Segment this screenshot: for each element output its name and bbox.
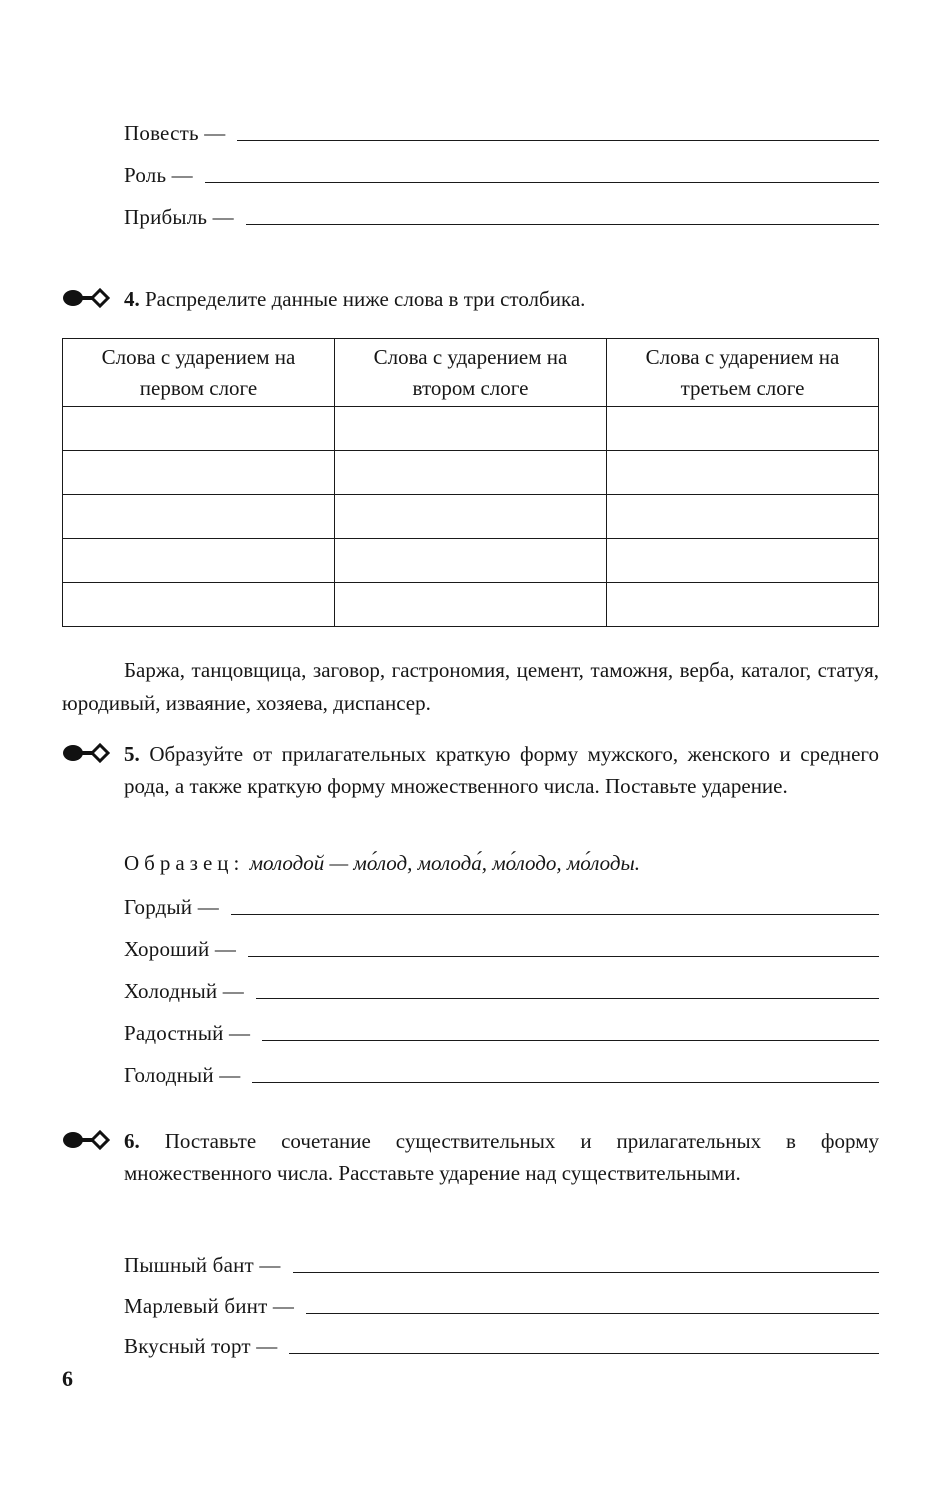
table-cell[interactable] xyxy=(607,583,879,627)
answer-line[interactable] xyxy=(237,140,879,141)
page-number: 6 xyxy=(62,1366,73,1391)
answer-line[interactable] xyxy=(246,224,879,225)
exercise-marker-icon xyxy=(62,287,110,309)
table-cell[interactable] xyxy=(63,583,335,627)
table-cell[interactable] xyxy=(335,451,607,495)
exercise-number: 6. xyxy=(124,1129,140,1153)
table-cell[interactable] xyxy=(63,495,335,539)
answer-row xyxy=(124,890,879,920)
table-cell[interactable] xyxy=(335,407,607,451)
answer-row-rol xyxy=(124,158,879,188)
phrase-label: Пышный бант — xyxy=(124,1253,281,1277)
answer-line[interactable] xyxy=(248,956,879,957)
table-cell[interactable] xyxy=(335,583,607,627)
phrase-label: Вкусный торт — xyxy=(124,1334,278,1358)
table-row xyxy=(63,495,879,539)
word-label: Гордый — xyxy=(124,895,219,919)
answer-line[interactable] xyxy=(306,1313,879,1314)
phrase-label: Марлевый бинт — xyxy=(124,1294,295,1318)
word-label: Роль — xyxy=(124,163,193,187)
answer-row xyxy=(124,974,879,1004)
sample-line xyxy=(124,848,640,878)
exercise-5-heading xyxy=(124,738,879,802)
answer-row-pribyl xyxy=(124,200,879,230)
table-row xyxy=(63,539,879,583)
exercise-number: 4. xyxy=(124,287,140,311)
answer-line[interactable] xyxy=(289,1353,879,1354)
exercise-text: Образуйте от прилагательных краткую форму мужского, женского и среднего рода, а также краткую форму множественного числа. Поставьте ударение. xyxy=(124,742,880,798)
answer-row xyxy=(124,1016,879,1046)
exercise-6-heading xyxy=(124,1125,879,1189)
column-header-second: Слова с ударением на втором слоге xyxy=(335,339,607,407)
table-row xyxy=(63,407,879,451)
column-header-first: Слова с ударением на первом слоге xyxy=(63,339,335,407)
table-row xyxy=(63,583,879,627)
exercise-marker-icon xyxy=(62,1129,110,1151)
table-cell[interactable] xyxy=(63,539,335,583)
answer-line[interactable] xyxy=(231,914,879,915)
answer-row xyxy=(124,932,879,962)
table-cell[interactable] xyxy=(335,539,607,583)
exercise-text: Распределите данные ниже слова в три столбика. xyxy=(145,287,586,311)
answer-line[interactable] xyxy=(293,1272,879,1273)
sample-text: молодой — мо́лод, молода́, мо́лодо, мо́лоды. xyxy=(249,851,640,875)
answer-line[interactable] xyxy=(205,182,879,183)
table-cell[interactable] xyxy=(63,407,335,451)
column-header-third: Слова с ударением на третьем слоге xyxy=(607,339,879,407)
answer-row xyxy=(124,1329,879,1359)
exercise-number: 5. xyxy=(124,742,140,766)
table-cell[interactable] xyxy=(607,495,879,539)
table-cell[interactable] xyxy=(607,451,879,495)
answer-row xyxy=(124,1058,879,1088)
word-label: Прибыль — xyxy=(124,205,234,229)
answer-line[interactable] xyxy=(252,1082,879,1083)
exercise-text: Поставьте сочетание существительных и прилагательных в форму множественного числа. Расставьте ударение над существительными. xyxy=(124,1129,879,1185)
word-list-paragraph: Баржа, танцовщица, заговор, гастрономия, цемент, таможня, верба, каталог, статуя, юродивый, изваяние, хозяева, диспансер. xyxy=(62,658,879,715)
word-label: Радостный — xyxy=(124,1021,251,1045)
answer-row xyxy=(124,1289,879,1319)
table-cell[interactable] xyxy=(607,539,879,583)
table-header-row xyxy=(63,339,879,407)
word-label: Холодный — xyxy=(124,979,244,1003)
table-row xyxy=(63,451,879,495)
answer-row xyxy=(124,1248,879,1278)
table-cell[interactable] xyxy=(335,495,607,539)
table-cell[interactable] xyxy=(63,451,335,495)
exercise-marker-icon xyxy=(62,742,110,764)
word-label: Повесть — xyxy=(124,121,226,145)
table-cell[interactable] xyxy=(607,407,879,451)
stress-table xyxy=(62,338,879,627)
answer-line[interactable] xyxy=(256,998,879,999)
exercise-4-heading xyxy=(124,283,879,315)
answer-line[interactable] xyxy=(262,1040,879,1041)
sample-label: Образец: xyxy=(124,851,245,875)
word-label: Хороший — xyxy=(124,937,237,961)
answer-row-povest xyxy=(124,116,879,146)
word-label: Голодный — xyxy=(124,1063,241,1087)
